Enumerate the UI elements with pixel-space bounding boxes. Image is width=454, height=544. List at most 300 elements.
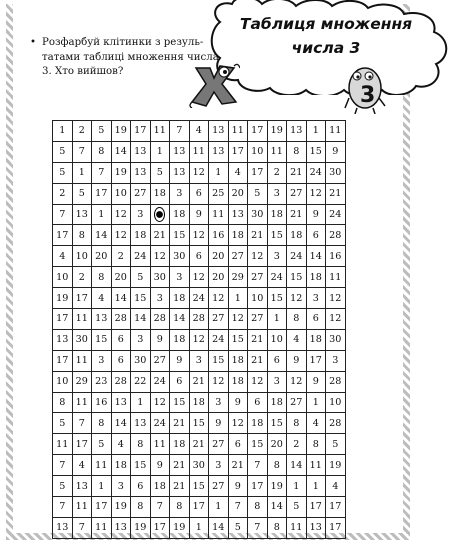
- grid-cell[interactable]: 30: [326, 329, 346, 350]
- grid-cell[interactable]: 1: [287, 476, 307, 497]
- grid-cell[interactable]: 4: [287, 329, 307, 350]
- grid-cell[interactable]: 2: [72, 121, 92, 142]
- grid-cell[interactable]: 14: [170, 309, 190, 330]
- grid-cell[interactable]: 8: [131, 497, 151, 518]
- grid-cell[interactable]: 27: [209, 434, 229, 455]
- grid-cell[interactable]: 11: [287, 517, 307, 538]
- grid-cell[interactable]: 11: [326, 121, 346, 142]
- grid-cell[interactable]: 27: [248, 309, 268, 330]
- grid-cell[interactable]: 18: [170, 434, 190, 455]
- grid-cell[interactable]: 12: [326, 288, 346, 309]
- grid-cell[interactable]: 15: [267, 288, 287, 309]
- grid-cell[interactable]: 13: [228, 204, 248, 225]
- grid-cell[interactable]: 29: [228, 267, 248, 288]
- grid-cell[interactable]: 13: [170, 162, 190, 183]
- grid-cell[interactable]: 24: [306, 162, 326, 183]
- grid-cell[interactable]: 6: [267, 350, 287, 371]
- grid-cell[interactable]: 6: [306, 225, 326, 246]
- grid-cell[interactable]: 13: [131, 162, 151, 183]
- grid-cell[interactable]: 12: [111, 225, 131, 246]
- grid-cell[interactable]: 15: [189, 476, 209, 497]
- grid-cell[interactable]: 15: [306, 141, 326, 162]
- grid-cell[interactable]: 5: [53, 413, 73, 434]
- grid-cell[interactable]: 7: [228, 497, 248, 518]
- grid-cell[interactable]: 12: [248, 371, 268, 392]
- grid-cell[interactable]: 13: [306, 517, 326, 538]
- grid-cell[interactable]: 28: [326, 371, 346, 392]
- grid-cell[interactable]: 24: [326, 204, 346, 225]
- grid-cell[interactable]: 8: [287, 413, 307, 434]
- grid-cell[interactable]: 21: [150, 225, 170, 246]
- grid-cell[interactable]: 27: [248, 267, 268, 288]
- grid-cell[interactable]: 12: [189, 225, 209, 246]
- grid-cell[interactable]: 14: [306, 246, 326, 267]
- grid-cell[interactable]: 9: [326, 141, 346, 162]
- grid-cell[interactable]: 13: [53, 329, 73, 350]
- grid-cell[interactable]: 21: [287, 204, 307, 225]
- grid-cell[interactable]: 15: [92, 329, 112, 350]
- grid-cell[interactable]: 18: [170, 204, 190, 225]
- grid-cell[interactable]: 24: [131, 246, 151, 267]
- grid-cell[interactable]: 18: [306, 267, 326, 288]
- grid-cell[interactable]: 9: [209, 413, 229, 434]
- grid-cell[interactable]: 12: [287, 371, 307, 392]
- grid-cell[interactable]: 19: [111, 162, 131, 183]
- grid-cell[interactable]: 17: [326, 497, 346, 518]
- grid-cell[interactable]: 13: [170, 141, 190, 162]
- grid-cell[interactable]: 19: [267, 476, 287, 497]
- grid-cell[interactable]: 21: [326, 183, 346, 204]
- grid-cell[interactable]: 7: [92, 162, 112, 183]
- grid-cell[interactable]: 11: [326, 267, 346, 288]
- grid-cell[interactable]: 10: [111, 183, 131, 204]
- grid-cell[interactable]: 17: [53, 350, 73, 371]
- grid-cell[interactable]: 30: [72, 329, 92, 350]
- grid-cell[interactable]: 2: [72, 267, 92, 288]
- grid-cell[interactable]: 5: [92, 121, 112, 142]
- grid-cell[interactable]: 17: [326, 517, 346, 538]
- grid-cell[interactable]: 10: [53, 371, 73, 392]
- grid-cell[interactable]: 18: [150, 476, 170, 497]
- grid-cell[interactable]: 21: [170, 413, 190, 434]
- grid-cell[interactable]: 9: [287, 350, 307, 371]
- grid-cell[interactable]: 11: [306, 455, 326, 476]
- grid-cell[interactable]: 15: [209, 350, 229, 371]
- grid-cell[interactable]: 1: [209, 497, 229, 518]
- grid-cell[interactable]: 4: [306, 413, 326, 434]
- grid-cell[interactable]: 4: [53, 246, 73, 267]
- grid-cell[interactable]: 6: [189, 246, 209, 267]
- grid-cell[interactable]: 6: [248, 392, 268, 413]
- grid-cell[interactable]: 6: [189, 183, 209, 204]
- grid-cell[interactable]: 9: [150, 455, 170, 476]
- grid-cell[interactable]: 1: [228, 288, 248, 309]
- grid-cell[interactable]: 13: [72, 204, 92, 225]
- grid-cell[interactable]: 14: [111, 288, 131, 309]
- grid-cell[interactable]: 24: [267, 267, 287, 288]
- grid-cell[interactable]: 5: [228, 517, 248, 538]
- grid-cell[interactable]: 17: [248, 476, 268, 497]
- grid-cell[interactable]: 25: [209, 183, 229, 204]
- grid-cell[interactable]: 1: [150, 141, 170, 162]
- grid-cell[interactable]: 5: [72, 183, 92, 204]
- grid-cell[interactable]: 17: [131, 121, 151, 142]
- grid-cell[interactable]: 15: [170, 392, 190, 413]
- grid-cell[interactable]: 7: [150, 497, 170, 518]
- grid-cell[interactable]: 15: [131, 288, 151, 309]
- grid-cell[interactable]: 20: [92, 246, 112, 267]
- grid-cell[interactable]: 21: [248, 329, 268, 350]
- grid-cell[interactable]: 20: [228, 183, 248, 204]
- grid-cell[interactable]: 7: [72, 141, 92, 162]
- grid-cell[interactable]: 29: [72, 371, 92, 392]
- grid-cell[interactable]: 3: [131, 204, 151, 225]
- grid-cell[interactable]: 19: [170, 517, 190, 538]
- grid-cell[interactable]: 8: [131, 434, 151, 455]
- grid-cell[interactable]: 17: [228, 141, 248, 162]
- grid-cell[interactable]: 30: [326, 162, 346, 183]
- grid-cell[interactable]: 20: [209, 267, 229, 288]
- grid-cell[interactable]: 21: [287, 162, 307, 183]
- grid-cell[interactable]: 20: [209, 246, 229, 267]
- grid-cell[interactable]: 10: [248, 141, 268, 162]
- grid-cell[interactable]: 3: [209, 392, 229, 413]
- grid-cell[interactable]: 5: [131, 267, 151, 288]
- grid-cell[interactable]: 9: [228, 392, 248, 413]
- grid-cell[interactable]: 7: [72, 517, 92, 538]
- grid-cell[interactable]: 2: [111, 246, 131, 267]
- grid-cell[interactable]: 12: [150, 246, 170, 267]
- grid-cell[interactable]: 18: [111, 455, 131, 476]
- grid-cell[interactable]: 13: [111, 392, 131, 413]
- grid-cell[interactable]: 13: [92, 309, 112, 330]
- grid-cell[interactable]: 8: [53, 392, 73, 413]
- grid-cell[interactable]: 27: [228, 246, 248, 267]
- grid-cell[interactable]: 1: [131, 392, 151, 413]
- grid-cell[interactable]: 5: [53, 162, 73, 183]
- grid-cell[interactable]: 3: [92, 350, 112, 371]
- grid-cell[interactable]: 4: [326, 476, 346, 497]
- grid-cell[interactable]: 21: [248, 225, 268, 246]
- grid-cell[interactable]: 14: [287, 455, 307, 476]
- grid-cell[interactable]: 1: [53, 121, 73, 142]
- grid-cell[interactable]: 9: [150, 329, 170, 350]
- grid-cell[interactable]: 8: [267, 517, 287, 538]
- grid-cell[interactable]: 17: [53, 225, 73, 246]
- grid-cell[interactable]: 17: [150, 517, 170, 538]
- grid-cell[interactable]: 11: [150, 121, 170, 142]
- grid-cell[interactable]: 18: [228, 225, 248, 246]
- grid-cell[interactable]: 18: [228, 371, 248, 392]
- grid-cell[interactable]: 13: [131, 413, 151, 434]
- grid-cell[interactable]: 7: [53, 204, 73, 225]
- grid-cell[interactable]: 28: [150, 309, 170, 330]
- grid-cell[interactable]: 12: [228, 413, 248, 434]
- grid-cell[interactable]: 2: [287, 434, 307, 455]
- grid-cell[interactable]: 9: [228, 476, 248, 497]
- grid-cell[interactable]: 20: [267, 434, 287, 455]
- grid-cell[interactable]: 12: [228, 309, 248, 330]
- grid-cell[interactable]: 15: [267, 413, 287, 434]
- grid-cell[interactable]: 3: [170, 183, 190, 204]
- grid-cell[interactable]: 14: [131, 309, 151, 330]
- grid-cell[interactable]: 28: [189, 309, 209, 330]
- grid-cell[interactable]: 1: [72, 162, 92, 183]
- grid-cell[interactable]: 1: [92, 204, 112, 225]
- grid-cell[interactable]: 14: [111, 413, 131, 434]
- grid-cell[interactable]: 17: [306, 497, 326, 518]
- grid-cell[interactable]: 6: [306, 309, 326, 330]
- grid-cell[interactable]: 6: [111, 350, 131, 371]
- grid-cell[interactable]: 12: [189, 267, 209, 288]
- grid-cell[interactable]: 30: [248, 204, 268, 225]
- grid-cell[interactable]: 5: [92, 434, 112, 455]
- grid-cell[interactable]: 28: [326, 413, 346, 434]
- grid-cell[interactable]: 24: [287, 246, 307, 267]
- grid-cell[interactable]: 16: [209, 225, 229, 246]
- grid-cell[interactable]: 7: [53, 497, 73, 518]
- grid-cell[interactable]: 18: [150, 183, 170, 204]
- grid-cell[interactable]: 24: [209, 329, 229, 350]
- grid-cell[interactable]: 8: [72, 225, 92, 246]
- grid-cell[interactable]: 13: [72, 476, 92, 497]
- grid-cell[interactable]: 4: [111, 434, 131, 455]
- grid-cell[interactable]: 28: [111, 371, 131, 392]
- grid-cell[interactable]: 5: [326, 434, 346, 455]
- grid-cell[interactable]: 12: [326, 309, 346, 330]
- grid-cell[interactable]: 10: [248, 288, 268, 309]
- grid-cell[interactable]: 14: [111, 141, 131, 162]
- grid-cell[interactable]: 3: [209, 455, 229, 476]
- grid-cell[interactable]: 19: [267, 121, 287, 142]
- grid-cell[interactable]: 28: [326, 225, 346, 246]
- grid-cell[interactable]: 10: [267, 329, 287, 350]
- grid-cell[interactable]: 17: [248, 162, 268, 183]
- grid-cell[interactable]: 11: [72, 392, 92, 413]
- grid-cell[interactable]: 17: [248, 121, 268, 142]
- grid-cell[interactable]: 18: [170, 288, 190, 309]
- grid-cell[interactable]: 7: [248, 517, 268, 538]
- grid-cell[interactable]: 21: [189, 434, 209, 455]
- grid-cell[interactable]: 27: [209, 309, 229, 330]
- grid-cell[interactable]: 15: [267, 225, 287, 246]
- grid-cell[interactable]: 17: [72, 434, 92, 455]
- grid-cell[interactable]: 11: [189, 141, 209, 162]
- grid-cell[interactable]: 13: [287, 121, 307, 142]
- grid-cell[interactable]: 18: [267, 392, 287, 413]
- grid-cell[interactable]: 11: [92, 517, 112, 538]
- grid-cell[interactable]: 12: [306, 183, 326, 204]
- grid-cell[interactable]: 19: [326, 455, 346, 476]
- grid-cell[interactable]: 12: [209, 288, 229, 309]
- grid-cell[interactable]: 12: [111, 204, 131, 225]
- grid-cell[interactable]: 12: [189, 329, 209, 350]
- grid-cell[interactable]: 8: [306, 434, 326, 455]
- grid-cell[interactable]: 23: [92, 371, 112, 392]
- grid-cell[interactable]: 11: [209, 204, 229, 225]
- grid-cell[interactable]: 1: [306, 392, 326, 413]
- grid-cell[interactable]: 12: [287, 288, 307, 309]
- grid-cell[interactable]: 15: [228, 329, 248, 350]
- grid-cell[interactable]: 2: [267, 162, 287, 183]
- grid-cell[interactable]: 27: [287, 392, 307, 413]
- grid-cell[interactable]: 17: [189, 497, 209, 518]
- grid-cell[interactable]: 14: [92, 225, 112, 246]
- grid-cell[interactable]: 17: [72, 288, 92, 309]
- grid-cell[interactable]: 6: [111, 329, 131, 350]
- grid-cell[interactable]: 30: [150, 267, 170, 288]
- grid-cell[interactable]: 18: [306, 329, 326, 350]
- grid-cell[interactable]: 1: [306, 476, 326, 497]
- grid-cell[interactable]: 11: [72, 350, 92, 371]
- grid-cell[interactable]: 27: [209, 476, 229, 497]
- grid-cell[interactable]: 17: [306, 350, 326, 371]
- grid-cell[interactable]: 8: [92, 141, 112, 162]
- grid-cell[interactable]: 17: [53, 309, 73, 330]
- grid-cell[interactable]: 8: [248, 497, 268, 518]
- grid-cell[interactable]: 11: [53, 434, 73, 455]
- grid-cell[interactable]: 18: [267, 204, 287, 225]
- grid-cell[interactable]: 15: [189, 413, 209, 434]
- grid-cell[interactable]: 11: [92, 455, 112, 476]
- grid-cell[interactable]: 15: [248, 434, 268, 455]
- grid-cell[interactable]: 20: [111, 267, 131, 288]
- grid-cell[interactable]: 3: [111, 476, 131, 497]
- grid-cell[interactable]: 3: [150, 288, 170, 309]
- grid-cell[interactable]: [150, 204, 170, 225]
- grid-cell[interactable]: 2: [53, 183, 73, 204]
- grid-cell[interactable]: 8: [287, 141, 307, 162]
- grid-cell[interactable]: 7: [248, 455, 268, 476]
- grid-cell[interactable]: 19: [111, 497, 131, 518]
- grid-cell[interactable]: 17: [92, 183, 112, 204]
- grid-cell[interactable]: 6: [228, 434, 248, 455]
- grid-cell[interactable]: 4: [92, 288, 112, 309]
- grid-cell[interactable]: 3: [131, 329, 151, 350]
- grid-cell[interactable]: 30: [131, 350, 151, 371]
- grid-cell[interactable]: 1: [92, 476, 112, 497]
- grid-cell[interactable]: 18: [287, 225, 307, 246]
- grid-cell[interactable]: 24: [150, 371, 170, 392]
- grid-cell[interactable]: 12: [189, 162, 209, 183]
- grid-cell[interactable]: 3: [267, 183, 287, 204]
- grid-cell[interactable]: 5: [53, 141, 73, 162]
- grid-cell[interactable]: 22: [131, 371, 151, 392]
- grid-cell[interactable]: 27: [131, 183, 151, 204]
- grid-cell[interactable]: 9: [306, 204, 326, 225]
- grid-cell[interactable]: 10: [53, 267, 73, 288]
- grid-cell[interactable]: 7: [53, 455, 73, 476]
- grid-cell[interactable]: 3: [267, 246, 287, 267]
- grid-cell[interactable]: 27: [150, 350, 170, 371]
- grid-cell[interactable]: 18: [248, 413, 268, 434]
- grid-cell[interactable]: 9: [189, 204, 209, 225]
- grid-cell[interactable]: 8: [267, 455, 287, 476]
- grid-cell[interactable]: 11: [150, 434, 170, 455]
- grid-cell[interactable]: 24: [150, 413, 170, 434]
- grid-cell[interactable]: 12: [150, 392, 170, 413]
- grid-cell[interactable]: 8: [170, 497, 190, 518]
- grid-cell[interactable]: 1: [189, 517, 209, 538]
- grid-cell[interactable]: 8: [92, 413, 112, 434]
- grid-cell[interactable]: 19: [53, 288, 73, 309]
- grid-cell[interactable]: 5: [53, 476, 73, 497]
- grid-cell[interactable]: 1: [209, 162, 229, 183]
- grid-cell[interactable]: 3: [326, 350, 346, 371]
- grid-cell[interactable]: 7: [72, 413, 92, 434]
- grid-cell[interactable]: 5: [287, 497, 307, 518]
- grid-cell[interactable]: 6: [170, 371, 190, 392]
- grid-cell[interactable]: 8: [92, 267, 112, 288]
- grid-cell[interactable]: 3: [306, 288, 326, 309]
- grid-cell[interactable]: 15: [131, 455, 151, 476]
- grid-cell[interactable]: 19: [131, 517, 151, 538]
- grid-cell[interactable]: 3: [170, 267, 190, 288]
- grid-cell[interactable]: 9: [170, 350, 190, 371]
- grid-cell[interactable]: 4: [228, 162, 248, 183]
- grid-cell[interactable]: 3: [189, 350, 209, 371]
- grid-cell[interactable]: 6: [131, 476, 151, 497]
- grid-cell[interactable]: 18: [189, 392, 209, 413]
- grid-cell[interactable]: 7: [170, 121, 190, 142]
- grid-cell[interactable]: 21: [228, 455, 248, 476]
- grid-cell[interactable]: 14: [267, 497, 287, 518]
- grid-cell[interactable]: 16: [92, 392, 112, 413]
- grid-cell[interactable]: 21: [170, 476, 190, 497]
- grid-cell[interactable]: 18: [228, 350, 248, 371]
- grid-cell[interactable]: 30: [189, 455, 209, 476]
- grid-cell[interactable]: 28: [111, 309, 131, 330]
- grid-cell[interactable]: 1: [267, 309, 287, 330]
- grid-cell[interactable]: 14: [209, 517, 229, 538]
- grid-cell[interactable]: 1: [306, 121, 326, 142]
- grid-cell[interactable]: 17: [92, 497, 112, 518]
- grid-cell[interactable]: 21: [170, 455, 190, 476]
- grid-cell[interactable]: 13: [53, 517, 73, 538]
- grid-cell[interactable]: 11: [72, 497, 92, 518]
- grid-cell[interactable]: 9: [306, 371, 326, 392]
- grid-cell[interactable]: 8: [287, 309, 307, 330]
- grid-cell[interactable]: 15: [170, 225, 190, 246]
- grid-cell[interactable]: 5: [248, 183, 268, 204]
- grid-cell[interactable]: 15: [287, 267, 307, 288]
- grid-cell[interactable]: 13: [209, 141, 229, 162]
- grid-cell[interactable]: 11: [228, 121, 248, 142]
- grid-cell[interactable]: 27: [287, 183, 307, 204]
- grid-cell[interactable]: 4: [189, 121, 209, 142]
- grid-cell[interactable]: 10: [326, 392, 346, 413]
- grid-cell[interactable]: 13: [209, 121, 229, 142]
- grid-cell[interactable]: 19: [111, 121, 131, 142]
- grid-cell[interactable]: 13: [111, 517, 131, 538]
- grid-cell[interactable]: 13: [131, 141, 151, 162]
- grid-cell[interactable]: 11: [267, 141, 287, 162]
- grid-cell[interactable]: 4: [72, 455, 92, 476]
- grid-cell[interactable]: 21: [248, 350, 268, 371]
- grid-cell[interactable]: 12: [209, 371, 229, 392]
- grid-cell[interactable]: 21: [189, 371, 209, 392]
- grid-cell[interactable]: 24: [189, 288, 209, 309]
- grid-cell[interactable]: 10: [72, 246, 92, 267]
- grid-cell[interactable]: 18: [170, 329, 190, 350]
- grid-cell[interactable]: 30: [170, 246, 190, 267]
- grid-cell[interactable]: 3: [267, 371, 287, 392]
- grid-cell[interactable]: 18: [131, 225, 151, 246]
- grid-cell[interactable]: 5: [150, 162, 170, 183]
- grid-cell[interactable]: 11: [72, 309, 92, 330]
- grid-cell[interactable]: 12: [248, 246, 268, 267]
- grid-cell[interactable]: 16: [326, 246, 346, 267]
